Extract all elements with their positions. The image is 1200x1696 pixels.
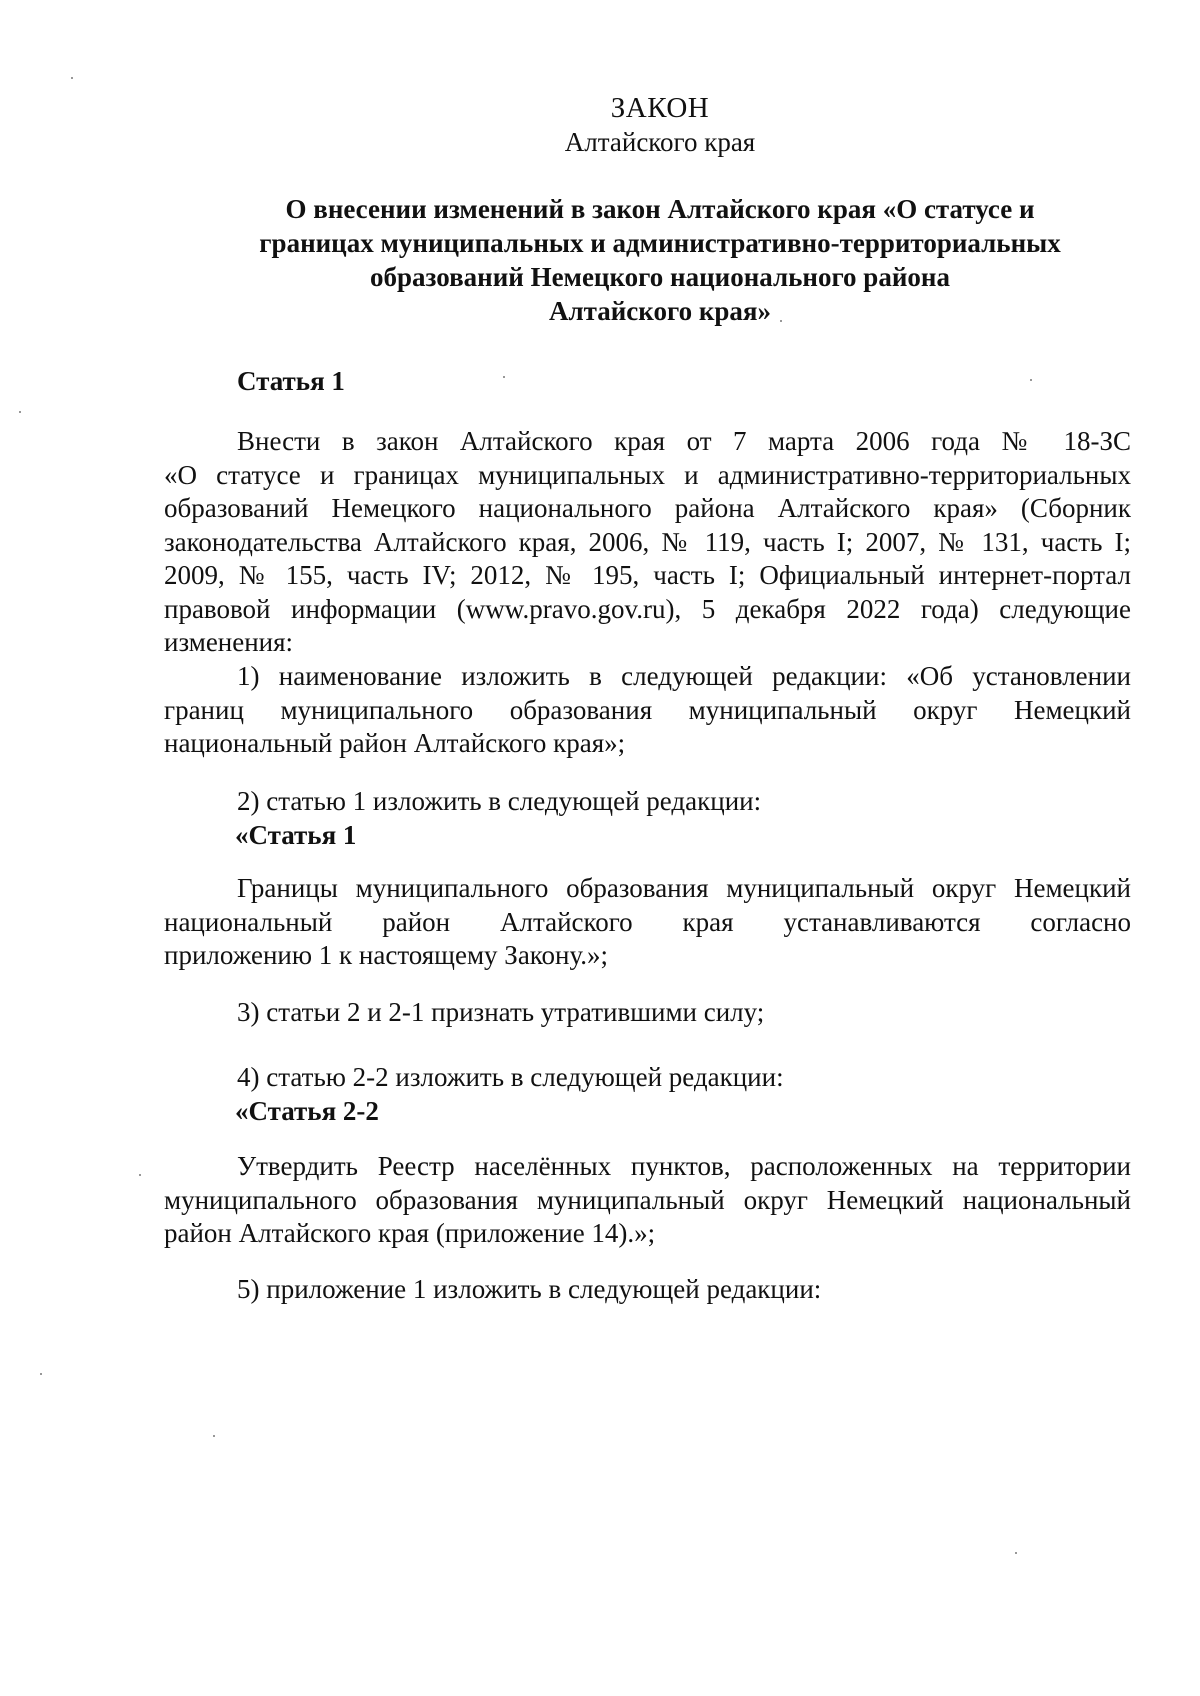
article-1-heading: Статья 1 — [237, 366, 345, 396]
item-3-text: 3) статьи 2 и 2-1 признать утратившими силу; — [237, 997, 765, 1027]
law-name-line: границах муниципальных и административно-территориальных — [259, 228, 1061, 258]
law-name-line: О внесении изменений в закон Алтайского края «О статусе и — [285, 194, 1035, 224]
document-region-subtitle: Алтайского края — [564, 127, 756, 157]
scan-speck — [139, 1174, 141, 1176]
paragraph-line: национальный район Алтайского края»; — [164, 728, 626, 758]
scan-speck — [71, 77, 73, 79]
paragraph-line: приложению 1 к настоящему Закону.»; — [164, 940, 609, 970]
scan-speck — [1030, 379, 1032, 381]
scan-speck — [19, 411, 21, 413]
item-1-paragraph — [164, 660, 1131, 761]
paragraph-line: национальный район Алтайского края устанавливаются согласно — [164, 906, 1131, 937]
paragraph-line: 1) наименование изложить в следующей редакции: «Об установлении — [237, 661, 1131, 691]
paragraph-line: образований Немецкого национального района Алтайского края» (Сборник — [164, 493, 1131, 523]
item-4-quoted-paragraph — [164, 1150, 1131, 1251]
item-2-quoted-paragraph — [164, 872, 1131, 973]
item-2-quoted-heading: «Статья 1 — [235, 820, 357, 850]
scan-speck — [503, 376, 505, 378]
item-4-quoted-heading: «Статья 2-2 — [235, 1096, 379, 1126]
item-5-text: 5) приложение 1 изложить в следующей редакции: — [237, 1274, 822, 1304]
paragraph-line: муниципального образования муниципальный округ Немецкий национальный — [164, 1184, 1131, 1215]
item-4-text: 4) статью 2-2 изложить в следующей редакции: — [237, 1062, 784, 1092]
scan-speck — [213, 1435, 215, 1437]
paragraph-line: район Алтайского края (приложение 14).»; — [164, 1218, 656, 1248]
paragraph-line: Границы муниципального образования муниципальный округ Немецкий — [237, 873, 1131, 903]
scan-speck — [780, 320, 782, 322]
paragraph-line: законодательства Алтайского края, 2006, № 119, часть I; 2007, № 131, часть I; — [164, 526, 1131, 557]
article-1-intro-paragraph — [164, 425, 1131, 660]
law-name-heading — [230, 192, 1090, 328]
paragraph-line: Утвердить Реестр населённых пунктов, расположенных на территории — [237, 1151, 1131, 1181]
paragraph-line: правовой информации (www.pravo.gov.ru), 5 декабря 2022 года) следующие — [164, 593, 1131, 624]
paragraph-line: «О статусе и границах муниципальных и административно-территориальных — [164, 459, 1131, 490]
paragraph-line: изменения: — [164, 627, 294, 657]
law-name-line: Алтайского края» — [549, 296, 771, 326]
law-name-line: образований Немецкого национального района — [370, 262, 950, 292]
scan-speck — [40, 1373, 42, 1375]
scan-speck — [1015, 1552, 1017, 1554]
paragraph-line: 2009, № 155, часть IV; 2012, № 195, часть I; Официальный интернет-портал — [164, 560, 1131, 590]
document-type-title: ЗАКОН — [610, 92, 710, 124]
item-2-text: 2) статью 1 изложить в следующей редакции: — [237, 786, 762, 816]
paragraph-line: Внести в закон Алтайского края от 7 марта 2006 года № 18-ЗС — [237, 426, 1131, 456]
paragraph-line: границ муниципального образования муниципальный округ Немецкий — [164, 694, 1131, 725]
